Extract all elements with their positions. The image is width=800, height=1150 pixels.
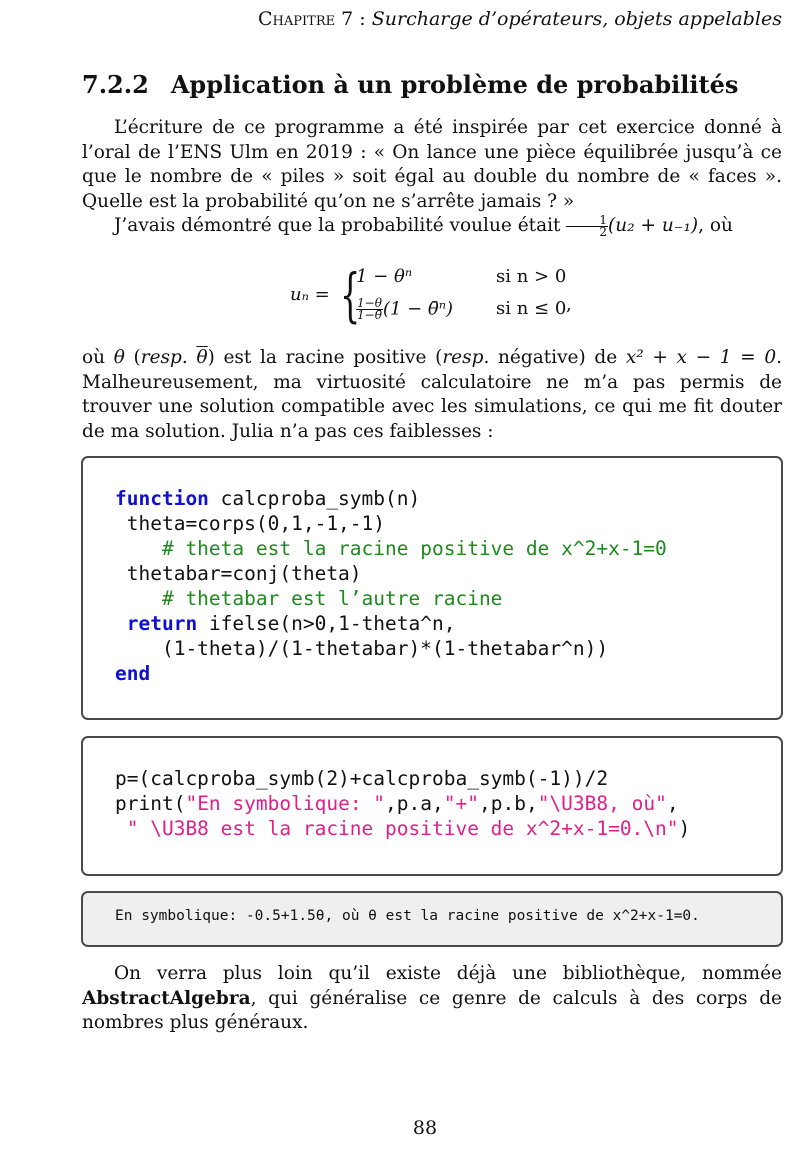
theta-symbol: θ [113, 347, 125, 368]
paragraph-exercise: L’écriture de ce programme a été inspirée par cet exercice donné à l’oral de l’ENS Ulm en 2019 : « On lance une pièce équilibrée jusqu’à ce que le nombre de « piles » soit égal au double du nombre de « faces ». Quelle est la probabilité qu’on ne s’arrête jamais ? » [82, 117, 782, 212]
probability-text: J’avais démontré que la probabilité voulue était [114, 215, 561, 236]
section-heading [82, 70, 738, 99]
thetabar-symbol: $\overline{\theta}$ [196, 347, 208, 368]
page-number: 88 [412, 1117, 438, 1139]
header-separator: : [359, 8, 366, 30]
probability-end: , où [698, 215, 733, 236]
formula-case-1: 1 − θⁿ [356, 266, 413, 287]
section-number: 7.2.2 [82, 70, 149, 99]
output-text: En symbolique: -0.5+1.5θ, où θ est la racine positive de x^2+x-1=0. [115, 908, 700, 924]
chapter-label: Chapitre [258, 8, 336, 30]
paragraph-probability [82, 214, 782, 239]
half-fraction: $\frac{1}{2}$ [566, 215, 608, 238]
condition-1: si n > 0 [496, 266, 567, 287]
formula-case-2: $\frac{1-\theta}{1-\thetā}$ (1 − θ̄ⁿ) [357, 296, 454, 322]
section-title: Application à un problème de probabilités [170, 70, 739, 99]
output-block [81, 891, 783, 947]
case-2-fraction: $\frac{1-\theta}{1-\thetā}$ [357, 296, 382, 322]
code-print-text: p=(calcproba_symb(2)+calcproba_symb(-1))/2 print("En symbolique: ",p.a,"+",p.b,"\U3B8, où", " \U3B8 est la racine positive de x^2+x-1=0.\n") [115, 767, 691, 840]
formula-lhs: uₙ = [290, 284, 330, 305]
piecewise-formula [290, 262, 620, 332]
curly-brace-icon: { [340, 261, 361, 329]
chapter-title: Surcharge d’opérateurs, objets appelables [371, 8, 782, 30]
code-block-function [81, 456, 783, 720]
formula-comma: , [566, 294, 572, 315]
probability-expression: (u₂ + u₋₁) [608, 215, 699, 236]
polynomial: x² + x − 1 = 0 [625, 347, 777, 368]
library-name: AbstractAlgebra [82, 987, 251, 1009]
code-block-print [81, 736, 783, 876]
paragraph-abstractalgebra: On verra plus loin qu’il existe déjà une bibliothèque, nommée AbstractAlgebra, qui généralise ce genre de calculs à des corps de nombres plus généraux. [82, 963, 782, 1033]
running-header [258, 8, 782, 30]
chapter-number: 7 [341, 8, 354, 30]
condition-2: si n ≤ 0 [496, 298, 567, 319]
paragraph-julia: où θ (resp. $\overline{\theta}$) est la racine positive (resp. négative) de x² + x − 1 = 0. Malheureusement, ma virtuosité calculatoire ne m’a pas permis de trouver une solution compatible avec les simulations, ce qui me fit douter de ma solution. Julia n’a pas ces faiblesses : [82, 347, 782, 442]
code-function-text: function calcproba_symb(n) theta=corps(0,1,-1,-1) # theta est la racine positive de x^2+x-1=0 thetabar=conj(theta) # thetabar est l’autre racine return ifelse(n>0,1-theta^n, (1-theta)/(1-thetabar)*(1-thetabar^n)) end [115, 487, 667, 685]
